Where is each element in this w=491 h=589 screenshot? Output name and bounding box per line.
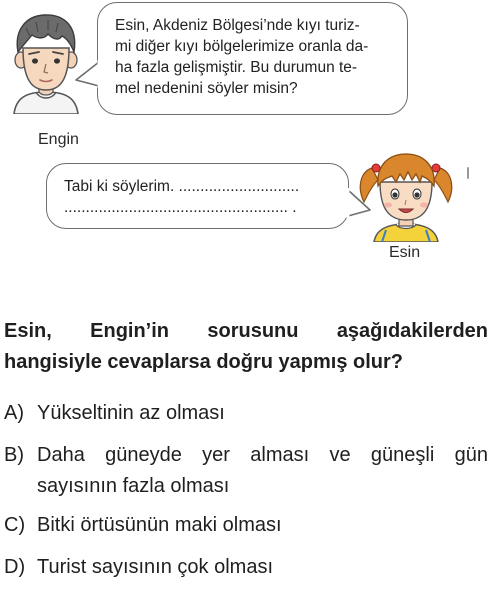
- decorative-mark: [467, 167, 469, 179]
- bubble-text-line: Tabi ki söylerim. ............................: [64, 178, 300, 195]
- option-letter: A): [4, 402, 24, 424]
- question-line: Esin, Engin’in sorusunu aşağıdakilerden: [4, 320, 488, 342]
- bubble-text-line: mi diğer kıyı bölgelerimize oranla da-: [115, 38, 369, 55]
- option-b[interactable]: [4, 440, 488, 502]
- engin-name-label: Engin: [38, 131, 79, 148]
- bubble-tail-left: [74, 60, 102, 90]
- option-text: Yükseltinin az olması: [37, 402, 225, 424]
- bubble-text-line: Esin, Akdeniz Bölgesi’nde kıyı turiz-: [115, 17, 360, 34]
- bubble-text-line: mel nedenini söyler misin?: [115, 80, 298, 97]
- esin-speech-bubble: [46, 163, 349, 229]
- bubble-text-line: .................................................... .: [64, 199, 297, 216]
- option-d[interactable]: [4, 552, 488, 583]
- option-c[interactable]: [4, 510, 488, 541]
- boy-avatar-icon: [8, 8, 84, 114]
- esin-name-label: Esin: [389, 244, 421, 261]
- option-text: Daha güneyde yer alması ve güneşli gün: [37, 444, 488, 466]
- option-letter: B): [4, 444, 24, 466]
- question-line: hangisiyle cevaplarsa doğru yapmış olur?: [4, 351, 404, 373]
- bubble-text-line: ha fazla gelişmiştir. Bu durumun te-: [115, 59, 358, 76]
- option-text: Bitki örtüsünün maki olması: [37, 514, 282, 536]
- option-letter: C): [4, 514, 26, 536]
- esin-illustration: [358, 150, 454, 242]
- girl-avatar-icon: [358, 150, 454, 242]
- option-text: sayısının fazla olması: [37, 475, 230, 497]
- option-text: Turist sayısının çok olması: [37, 556, 273, 578]
- option-a[interactable]: [4, 398, 488, 429]
- option-letter: D): [4, 556, 26, 578]
- engin-speech-bubble: [97, 2, 408, 115]
- question-text: [4, 316, 488, 378]
- engin-illustration: [8, 8, 84, 114]
